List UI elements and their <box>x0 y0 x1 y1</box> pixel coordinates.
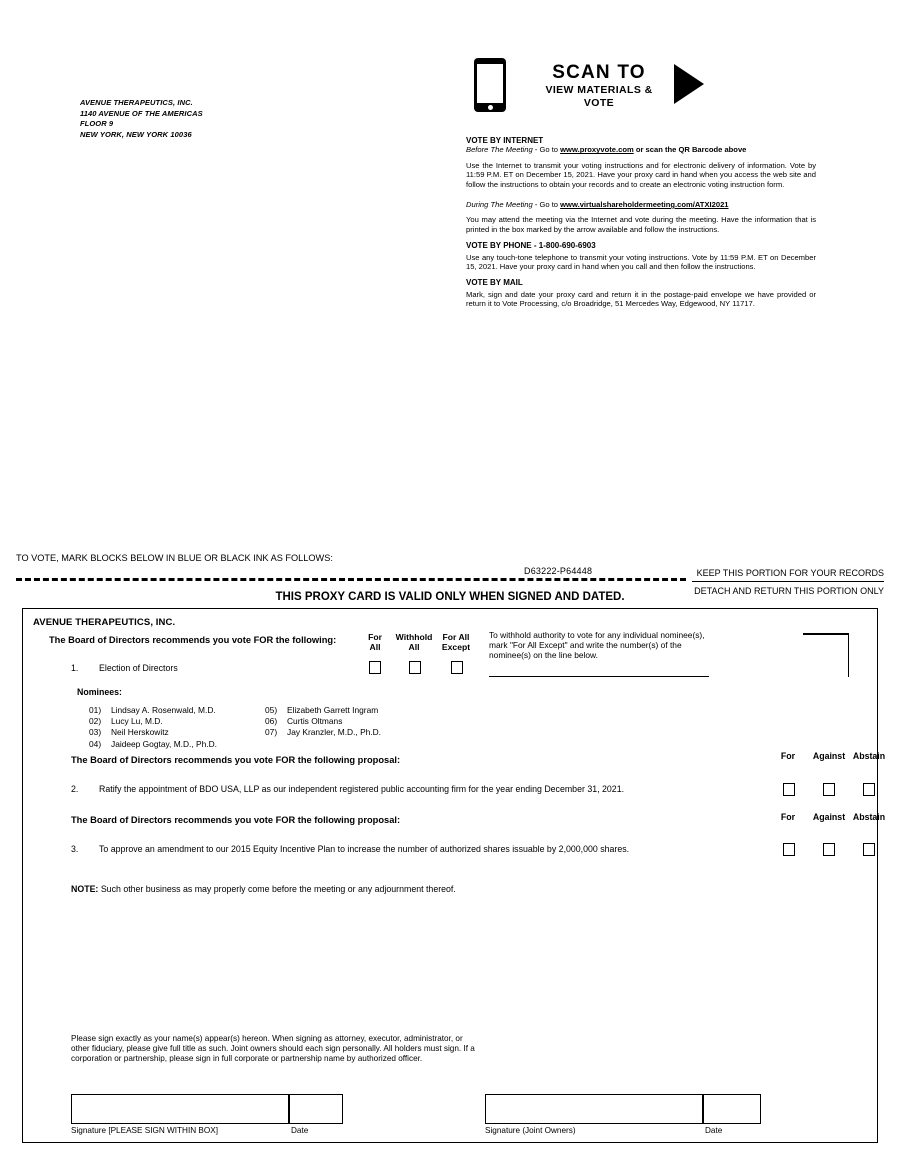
nominee-column-left <box>89 705 217 750</box>
item-3-label: To approve an amendment to our 2015 Equity Incentive Plan to increase the number of authorized shares issuable by 2,000,000 shares. <box>99 844 630 854</box>
scan-to-subline: VIEW MATERIALS & VOTE <box>545 84 653 109</box>
checkbox-item3-abstain[interactable] <box>863 843 875 856</box>
address-line-4: NEW YORK, NEW YORK 10036 <box>80 129 192 139</box>
keep-divider <box>692 581 884 582</box>
address-line-2: 1140 AVENUE OF THE AMERICAS <box>80 108 203 118</box>
vote-by-internet-heading: VOTE BY INTERNET <box>466 136 544 145</box>
column-header-for-all-except <box>436 632 476 652</box>
address-line-1: AVENUE THERAPEUTICS, INC. <box>80 98 193 107</box>
nominees-label: Nominees: <box>77 687 122 697</box>
nominee-column-right <box>265 705 381 739</box>
before-meeting-line <box>466 145 816 154</box>
col-for-line1: For <box>368 632 382 642</box>
address-line-3: FLOOR 9 <box>80 119 114 128</box>
col-withhold-line2: All <box>408 642 420 652</box>
vote-by-mail-heading: VOTE BY MAIL <box>466 278 523 288</box>
joint-signature-date-box[interactable] <box>703 1094 761 1124</box>
corner-registration-mark <box>803 633 849 677</box>
joint-signature-box-label: Signature (Joint Owners) <box>485 1126 576 1135</box>
list-item <box>89 705 217 716</box>
list-item <box>89 739 217 750</box>
during-meeting-label: During The Meeting - <box>466 200 538 210</box>
proxy-card-box <box>22 608 886 1143</box>
signature-instructions: Please sign exactly as your name(s) appear(s) hereon. When signing as attorney, executor, administrator, or other fiduciary, please give full title as such. Joint owners should each sign personally. All holders must sign. If a corporation or partnership, please sign in full corporate or partnership name by authorized officer. <box>71 1034 475 1063</box>
control-number: D63222-P64448 <box>524 566 593 576</box>
before-meeting-suffix: or scan the QR Barcode above <box>633 145 747 155</box>
item-1-number: 1. <box>71 663 79 673</box>
triangle-right-icon <box>674 64 704 104</box>
during-meeting-line <box>466 200 816 209</box>
list-item <box>89 727 217 738</box>
signature-date-box[interactable] <box>289 1094 343 1124</box>
joint-signature-date-label: Date <box>705 1126 723 1135</box>
list-item <box>89 716 217 727</box>
nominee-number: 04) <box>89 738 102 749</box>
keep-detach-note <box>684 568 884 579</box>
nominee-name: Jay Kranzler, M.D., Ph.D. <box>287 727 382 738</box>
mailing-address <box>80 98 203 140</box>
item-2-number: 2. <box>71 784 79 794</box>
col-withhold-line1: Withhold <box>395 632 433 642</box>
list-item <box>265 716 381 727</box>
perforation-dashed-line <box>16 578 686 581</box>
column-header-withhold-all <box>393 632 435 652</box>
list-item <box>265 705 381 716</box>
vote-by-phone-heading: VOTE BY PHONE - 1-800-690-6903 <box>466 241 596 251</box>
checkbox-item3-for[interactable] <box>783 843 795 856</box>
checkbox-item2-against[interactable] <box>823 783 835 796</box>
checkbox-item1-for-all-except[interactable] <box>451 661 463 674</box>
header-against-proposal-3: Against <box>812 812 846 822</box>
nominee-name: Curtis Oltmans <box>287 716 343 727</box>
proxyvote-link[interactable]: www.proxyvote.com <box>560 145 634 155</box>
checkbox-item2-for[interactable] <box>783 783 795 796</box>
scan-to-headline: SCAN TO <box>552 62 646 83</box>
note-label: NOTE: <box>71 884 99 894</box>
during-meeting-body: You may attend the meeting via the Internet and vote during the meeting. Have the information that is printed in the box marked by the arrow available and follow the instructions. <box>466 215 816 234</box>
validity-statement: THIS PROXY CARD IS VALID ONLY WHEN SIGNED AND DATED. <box>275 591 625 603</box>
detach-portion-line: DETACH AND RETURN THIS PORTION ONLY <box>694 586 884 596</box>
recommendation-3: The Board of Directors recommends you vote FOR the following proposal: <box>71 815 401 825</box>
scan-to-vote-banner <box>466 58 726 120</box>
checkbox-item1-withhold-all[interactable] <box>409 661 421 674</box>
header-for-proposal-2: For <box>780 751 796 761</box>
list-item <box>265 727 381 738</box>
header-abstain-proposal-2: Abstain <box>852 751 886 761</box>
voting-instructions <box>466 136 816 309</box>
item-1-label: Election of Directors <box>99 663 178 673</box>
item-2-label: Ratify the appointment of BDO USA, LLP as our independent registered public accounting firm for the year ending December 31, 2021. <box>99 784 625 794</box>
header-abstain-proposal-3: Abstain <box>852 812 886 822</box>
mark-blocks-note: TO VOTE, MARK BLOCKS BELOW IN BLUE OR BLACK INK AS FOLLOWS: <box>16 553 333 563</box>
nominee-name: Lindsay A. Rosenwald, M.D. <box>111 705 216 715</box>
nominee-number: 06) <box>265 716 278 727</box>
internet-instructions-body: Use the Internet to transmit your voting instructions and for electronic delivery of information. Vote by 11:59 P.M. ET on December 15, 2021. Have your proxy card in hand when you access the web site and follow the instructions to obtain your records and to create an electronic voting instruction form. <box>466 160 816 189</box>
virtual-meeting-link[interactable]: www.virtualshareholdermeeting.com/ATXI2021 <box>560 200 729 210</box>
scan-to-vote-text <box>534 62 664 110</box>
nominee-number: 02) <box>89 716 102 727</box>
during-meeting-prefix: Go to <box>537 200 561 210</box>
nominee-number: 01) <box>89 705 102 715</box>
note-body: Such other business as may properly come before the meeting or any adjournment thereof. <box>98 884 456 894</box>
before-meeting-label: Before The Meeting - <box>466 145 538 155</box>
header-against-proposal-2: Against <box>812 751 846 761</box>
before-meeting-prefix: Go to <box>537 145 561 155</box>
checkbox-item2-abstain[interactable] <box>863 783 875 796</box>
signature-box-label: Signature [PLEASE SIGN WITHIN BOX] <box>71 1126 218 1135</box>
keep-portion-line: KEEP THIS PORTION FOR YOUR RECORDS <box>696 568 884 578</box>
item-3-number: 3. <box>71 844 79 854</box>
header-for-proposal-3: For <box>780 812 796 822</box>
nominee-exception-input[interactable] <box>489 675 709 677</box>
recommendation-2: The Board of Directors recommends you vote FOR the following proposal: <box>71 755 401 765</box>
col-except-line2: Except <box>441 642 471 652</box>
mobile-phone-icon <box>474 58 506 112</box>
mail-instructions-body: Mark, sign and date your proxy card and return it in the postage-paid envelope we have provided or return it to Vote Processing, c/o Broadridge, 51 Mercedes Way, Edgewood, NY 11717. <box>466 289 816 309</box>
recommendation-1: The Board of Directors recommends you vote FOR the following: <box>49 635 337 645</box>
nominee-number: 05) <box>265 705 278 715</box>
checkbox-item3-against[interactable] <box>823 843 835 856</box>
col-except-line1: For All <box>442 632 470 642</box>
col-for-line2: All <box>369 642 381 652</box>
checkbox-item1-for-all[interactable] <box>369 661 381 674</box>
withhold-authority-note: To withhold authority to vote for any individual nominee(s), mark "For All Except" and write the number(s) of the nominee(s) on the line below. <box>489 630 705 660</box>
signature-box[interactable] <box>71 1094 289 1124</box>
joint-signature-box[interactable] <box>485 1094 703 1124</box>
nominee-number: 03) <box>89 727 102 738</box>
nominee-name: Elizabeth Garrett Ingram <box>287 705 379 715</box>
other-business-note <box>71 884 456 894</box>
phone-instructions-body: Use any touch-tone telephone to transmit your voting instructions. Vote by 11:59 P.M. ET on December 15, 2021. Have your proxy card in hand when you call and then follow the instructions. <box>466 252 816 272</box>
nominee-name: Lucy Lu, M.D. <box>111 716 163 727</box>
signature-date-label: Date <box>291 1126 309 1135</box>
column-header-for-all <box>362 632 388 652</box>
nominee-name: Jaideep Gogtay, M.D., Ph.D. <box>111 738 217 749</box>
nominee-name: Neil Herskowitz <box>111 727 169 738</box>
nominee-number: 07) <box>265 727 278 738</box>
card-company-name: AVENUE THERAPEUTICS, INC. <box>33 617 176 628</box>
